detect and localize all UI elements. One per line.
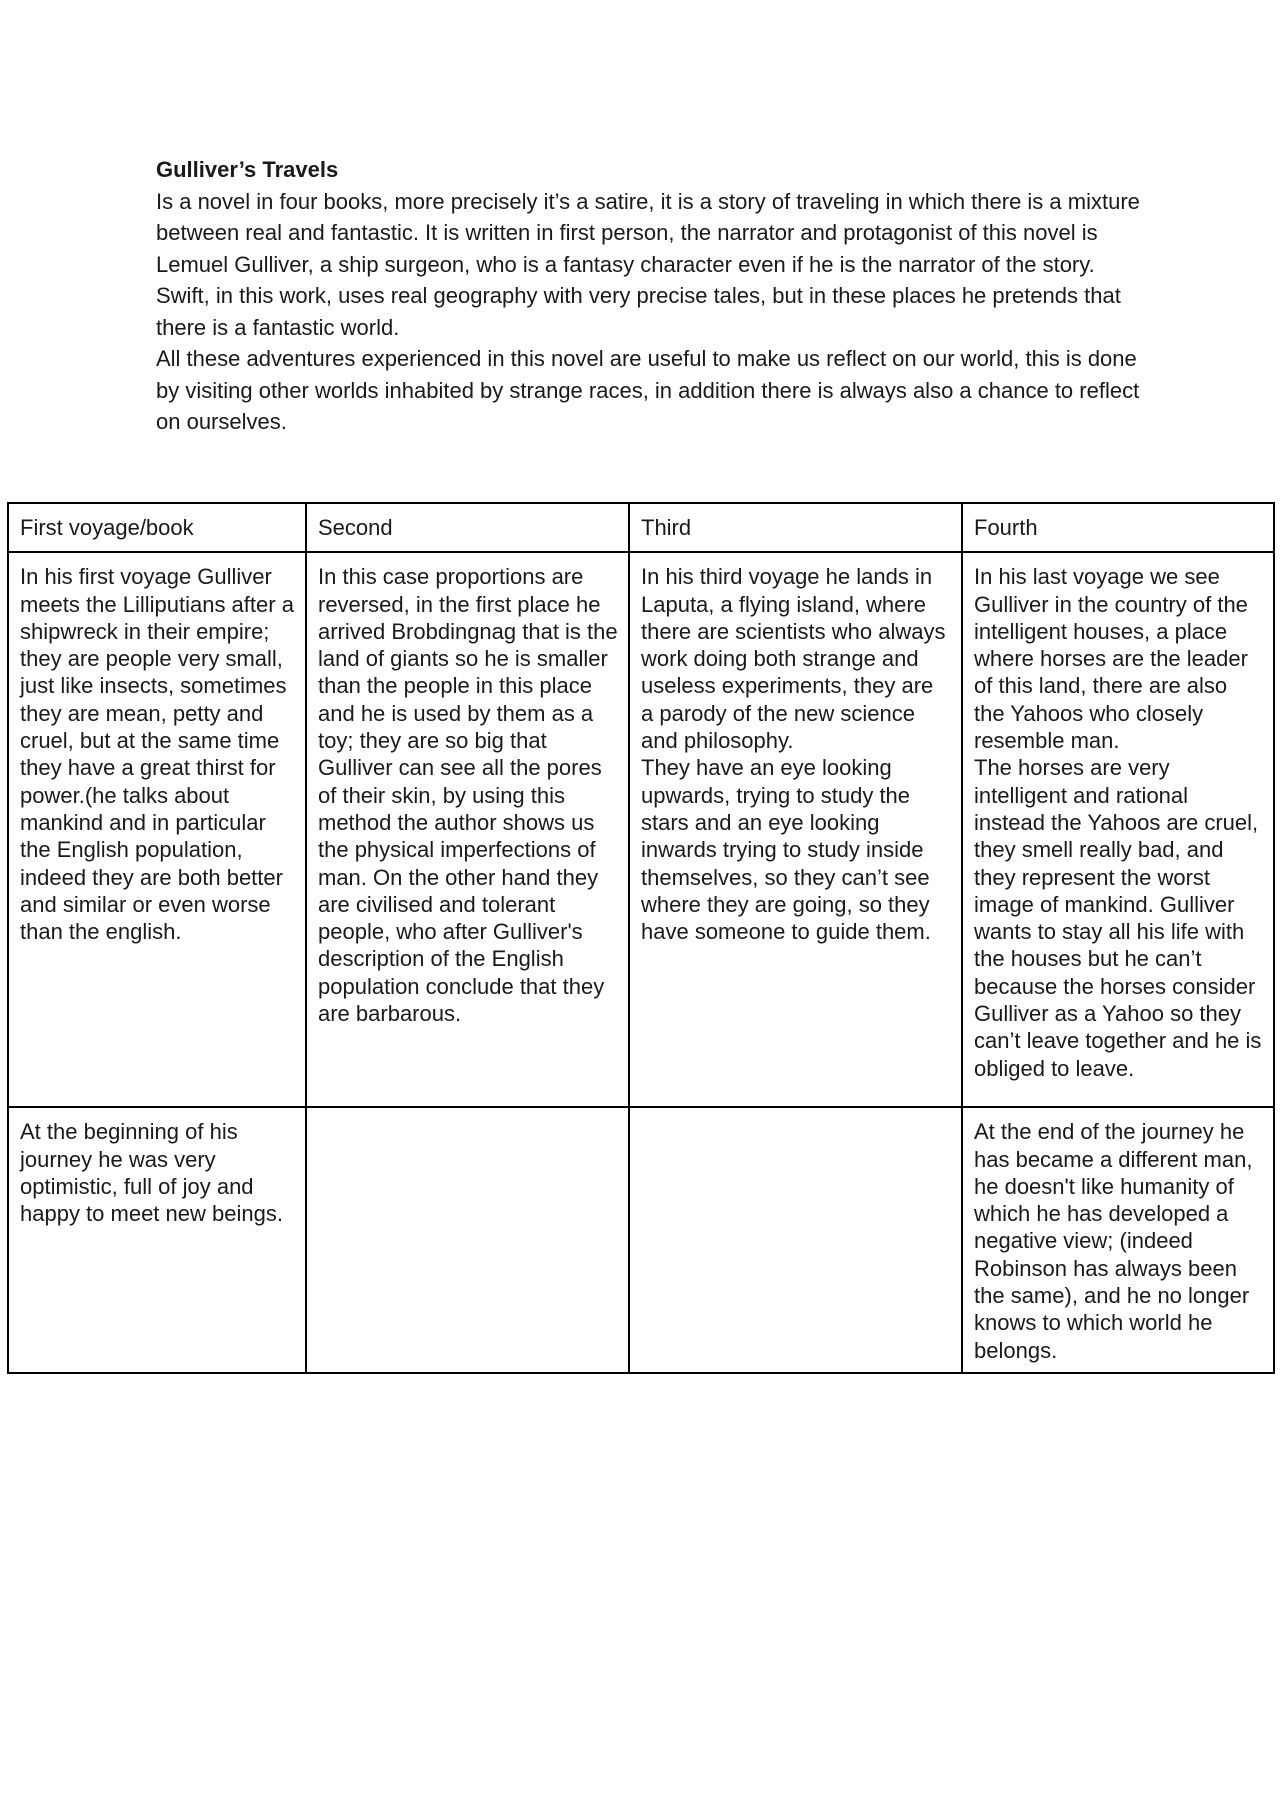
voyages-table	[7, 502, 1275, 1374]
table-row	[8, 1107, 1274, 1373]
cell-first-voyage-summary: In his first voyage Gulliver meets the Lilliputians after a shipwreck in their empire; they are people very small, just like insects, sometimes they are mean, petty and cruel, but at the same time they have a great thirst for power.(he talks about mankind and in particular the English population, indeed they are both better and similar or even worse than the english.	[8, 552, 306, 1107]
intro-paragraph: All these adventures experienced in this novel are useful to make us reflect on our world, this is done by visiting other worlds inhabited by strange races, in addition there is always also a chance to reflect on ourselves.	[156, 346, 1140, 434]
header-fourth-voyage: Fourth	[962, 503, 1274, 552]
header-first-voyage: First voyage/book	[8, 503, 306, 552]
cell-journey-beginning: At the beginning of his journey he was very optimistic, full of joy and happy to meet new beings.	[8, 1107, 306, 1373]
header-third-voyage: Third	[629, 503, 962, 552]
table-row	[8, 552, 1274, 1107]
table-header-row	[8, 503, 1274, 552]
intro-section	[156, 154, 1156, 438]
intro-paragraph: Is a novel in four books, more precisely it’s a satire, it is a story of traveling in which there is a mixture between real and fantastic. It is written in first person, the narrator and protagonist of this novel is Lemuel Gulliver, a ship surgeon, who is a fantasy character even if he is the narrator of the story.	[156, 188, 1140, 277]
cell-empty	[629, 1107, 962, 1373]
intro-paragraph: Swift, in this work, uses real geography with very precise tales, but in these places he pretends that there is a fantastic world.	[156, 283, 1121, 340]
document-title: Gulliver’s Travels	[156, 157, 339, 182]
header-second-voyage: Second	[306, 503, 629, 552]
cell-third-voyage-summary: In his third voyage he lands in Laputa, a flying island, where there are scientists who always work doing both strange and useless experiments, they are a parody of the new science and philosophy. They have an eye looking upwards, trying to study the stars and an eye looking inwards trying to study inside themselves, so they can’t see where they are going, so they have someone to guide them.	[629, 552, 962, 1107]
cell-journey-end: At the end of the journey he has became a different man, he doesn't like humanity of which he has developed a negative view; (indeed Robinson has always been the same), and he no longer knows to which world he belongs.	[962, 1107, 1274, 1373]
cell-second-voyage-summary: In this case proportions are reversed, in the first place he arrived Brobdingnag that is the land of giants so he is smaller than the people in this place and he is used by them as a toy; they are so big that Gulliver can see all the pores of their skin, by using this method the author shows us the physical imperfections of man. On the other hand they are civilised and tolerant people, who after Gulliver's description of the English population conclude that they are barbarous.	[306, 552, 629, 1107]
cell-fourth-voyage-summary: In his last voyage we see Gulliver in the country of the intelligent houses, a place where horses are the leader of this land, there are also the Yahoos who closely resemble man. The horses are very intelligent and rational instead the Yahoos are cruel, they smell really bad, and they represent the worst image of mankind. Gulliver wants to stay all his life with the houses but he can’t because the horses consider Gulliver as a Yahoo so they can’t leave together and he is obliged to leave.	[962, 552, 1274, 1107]
cell-empty	[306, 1107, 629, 1373]
